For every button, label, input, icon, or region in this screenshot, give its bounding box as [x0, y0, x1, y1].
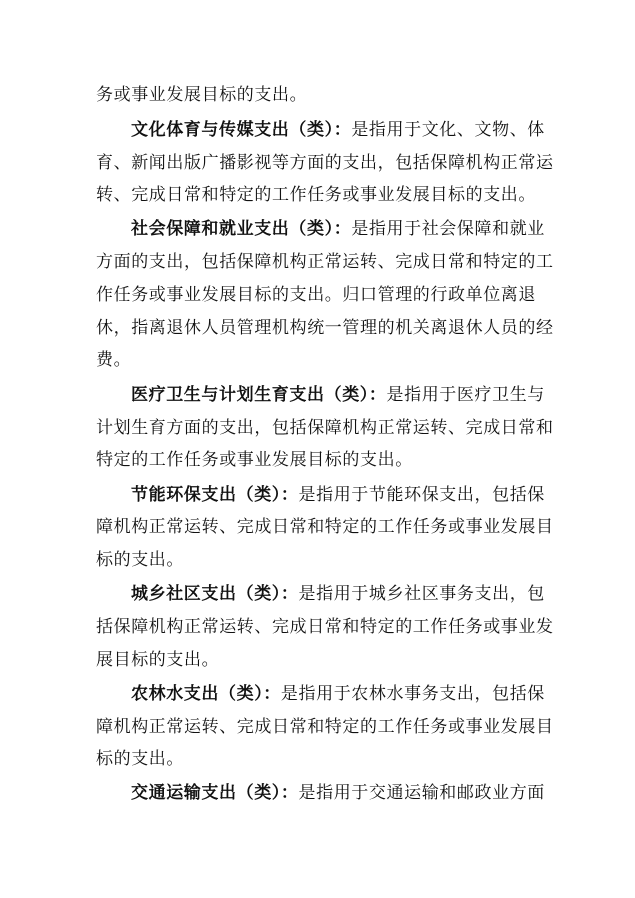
- text-line: 计划生育方面的支出，包括保障机构正常运转、完成日常和: [96, 418, 554, 438]
- term-health-family-planning: 医疗卫生与计划生育支出（类）：: [131, 385, 387, 405]
- text-line: 方面的支出，包括保障机构正常运转、完成日常和特定的工: [96, 252, 554, 272]
- term-agriculture-forestry-water: 农林水支出（类）：: [131, 684, 281, 704]
- text-line: 作任务或事业发展目标的支出。归口管理的行政单位离退: [96, 285, 536, 305]
- section-heading-line-urban-rural-community: 城乡社区支出（类）：是指用于城乡社区事务支出，包: [131, 584, 545, 604]
- section-heading-line-culture-sports-media: 文化体育与传媒支出（类）：是指用于文化、文物、体: [131, 120, 545, 140]
- term-urban-rural-community: 城乡社区支出（类）：: [131, 584, 299, 604]
- text-line: 标的支出。: [96, 749, 184, 769]
- text-line: 障机构正常运转、完成日常和特定的工作任务或事业发展目: [96, 517, 554, 537]
- text-line: 育、新闻出版广播影视等方面的支出，包括保障机构正常运: [96, 153, 554, 173]
- section-heading-line-energy-environment: 节能环保支出（类）：是指用于节能环保支出，包括保: [131, 485, 545, 505]
- term-transportation: 交通运输支出（类）：: [131, 783, 299, 803]
- text-line: 展目标的支出。: [96, 650, 220, 670]
- text-line: 括保障机构正常运转、完成日常和特定的工作任务或事业发: [96, 617, 554, 637]
- text-line: 休，指离退休人员管理机构统一管理的机关离退休人员的经: [96, 318, 554, 338]
- term-energy-environment: 节能环保支出（类）：: [131, 485, 299, 505]
- text-line: 费。: [96, 350, 132, 370]
- term-social-security: 社会保障和就业支出（类）：: [131, 219, 352, 239]
- text-line: 障机构正常运转、完成日常和特定的工作任务或事业发展目: [96, 717, 554, 737]
- term-culture-sports-media: 文化体育与传媒支出（类）：: [131, 120, 352, 140]
- section-heading-line-social-security: 社会保障和就业支出（类）：是指用于社会保障和就业: [131, 219, 545, 239]
- section-heading-line-health-family-planning: 医疗卫生与计划生育支出（类）：是指用于医疗卫生与: [131, 385, 545, 405]
- text-line: 特定的工作任务或事业发展目标的支出。: [96, 450, 413, 470]
- text-line: 转、完成日常和特定的工作任务或事业发展目标的支出。: [96, 185, 536, 205]
- section-heading-line-agriculture-forestry-water: 农林水支出（类）：是指用于农林水事务支出，包括保: [131, 684, 545, 704]
- text-line: 务或事业发展目标的支出。: [96, 85, 308, 105]
- text-line: 标的支出。: [96, 550, 184, 570]
- section-heading-line-transportation: 交通运输支出（类）：是指用于交通运输和邮政业方面: [131, 783, 545, 803]
